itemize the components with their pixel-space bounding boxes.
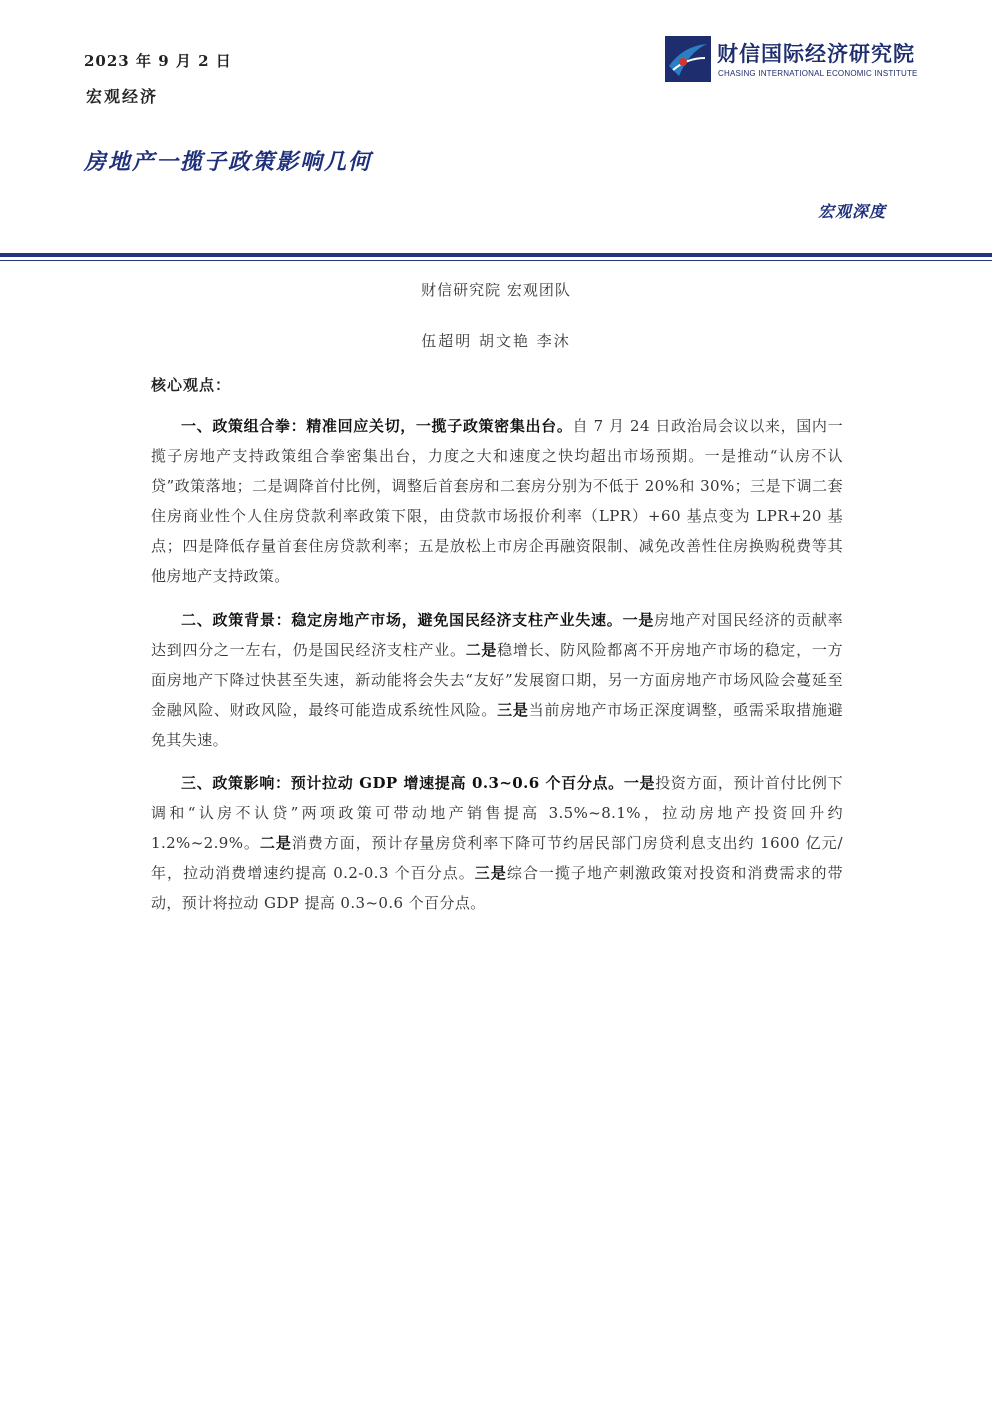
institute-name-en: CHASING INTERNATIONAL ECONOMIC INSTITUTE xyxy=(718,69,918,78)
point-marker: 三是 xyxy=(474,864,507,882)
point-marker: 二是 xyxy=(259,834,292,852)
report-date: 2023 年 9 月 2 日 xyxy=(84,52,232,70)
point-marker: 一是 xyxy=(622,611,655,629)
point-marker: 三是 xyxy=(497,701,529,719)
institute-name-cn: 财信国际经济研究院 xyxy=(717,42,915,66)
core-views-label: 核心观点： xyxy=(151,376,232,394)
paragraph-heading: 二、政策背景：稳定房地产市场，避免国民经济支柱产业失速。 xyxy=(181,611,623,629)
point-text: 投资方面，预计首付比例下调和“认房不认贷”两项政策可带动地产销售提高 3.5%~8.1%，拉动房地产投资回升约 1.2%~2.9%。 xyxy=(151,774,843,852)
header-divider-thin xyxy=(0,260,992,261)
core-view-paragraph-1 xyxy=(151,411,843,591)
point-text: 当前房地产市场正深度调整，亟需采取措施避免其失速。 xyxy=(151,701,843,749)
core-view-paragraph-2 xyxy=(151,605,843,755)
institute-logo-icon xyxy=(665,36,711,82)
point-text: 综合一揽子地产刺激政策对投资和消费需求的带动，预计将拉动 GDP 提高 0.3~0.6 个百分点。 xyxy=(151,864,843,912)
paragraph-heading: 一、政策组合拳：精准回应关切，一揽子政策密集出台。 xyxy=(181,417,573,435)
header-divider xyxy=(0,253,992,257)
paragraph-heading: 三、政策影响：预计拉动 GDP 增速提高 0.3~0.6 个百分点。 xyxy=(181,774,624,792)
research-team: 财信研究院 宏观团队 xyxy=(421,281,571,299)
point-text: 消费方面，预计存量房贷利率下降可节约居民部门房贷利息支出约 1600 亿元/年，拉动消费增速约提高 0.2-0.3 个百分点。 xyxy=(151,834,843,882)
report-type-label: 宏观深度 xyxy=(818,202,887,221)
point-text: 房地产对国民经济的贡献率达到四分之一左右，仍是国民经济支柱产业。 xyxy=(151,611,843,659)
core-view-paragraph-3 xyxy=(151,768,843,918)
point-marker: 一是 xyxy=(623,774,656,792)
point-text: 稳增长、防风险都离不开房地产市场的稳定，一方面房地产下降过快甚至失速，新动能将会失去“友好”发展窗口期，另一方面房地产市场风险会蔓延至金融风险、财政风险，最终可能造成系统性风险。 xyxy=(151,641,843,719)
paragraph-body: 自 7 月 24 日政治局会议以来，国内一揽子房地产支持政策组合拳密集出台，力度之大和速度之快均超出市场预期。一是推动“认房不认贷”政策落地；二是调降首付比例，调整后首套房和二套房分别为不低于 20%和 30%；三是下调二套住房商业性个人住房贷款利率政策下限，由贷款市场报价利率（LPR）+60 基点变为 LPR+20 基点；四是降低存量首套住房贷款利率；五是放松上市房企再融资限制、减免改善性住房换购税费等其他房地产支持政策。 xyxy=(151,417,843,585)
institute-logo xyxy=(665,36,925,86)
page-title: 房地产一揽子政策影响几何 xyxy=(84,149,373,175)
authors: 伍超明 胡文艳 李沐 xyxy=(421,332,571,350)
point-marker: 二是 xyxy=(465,641,498,659)
report-category: 宏观经济 xyxy=(86,87,159,106)
